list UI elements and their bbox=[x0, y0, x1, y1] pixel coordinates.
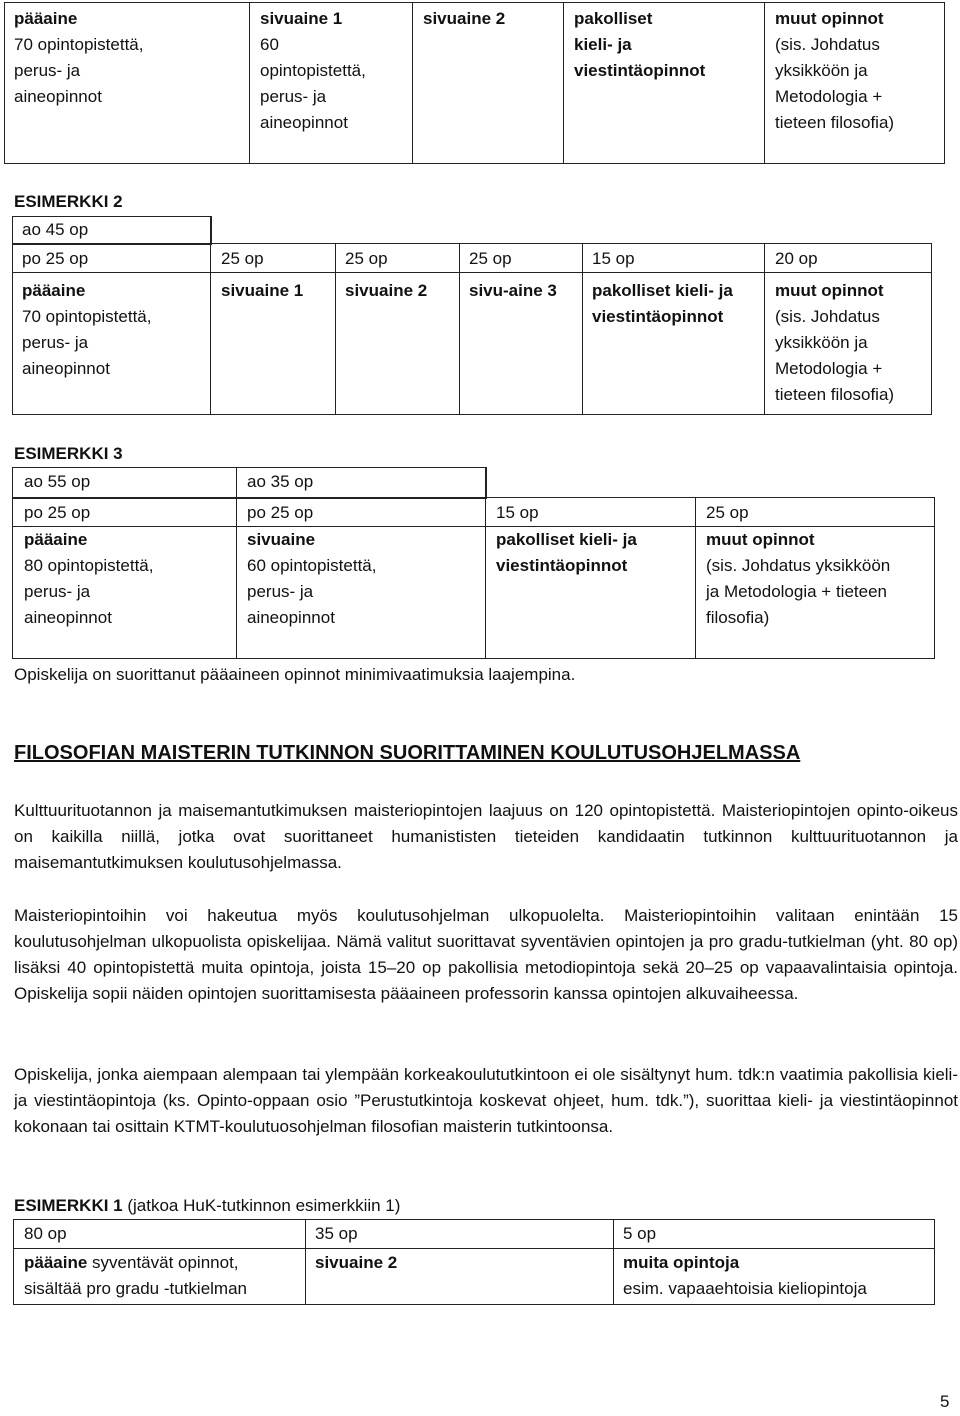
ex3-cell-paaaine bbox=[24, 527, 234, 631]
cell-title: muut opinnot bbox=[706, 530, 815, 549]
ex2-ao-label: ao 45 op bbox=[22, 220, 89, 239]
ex1top-cell-muut bbox=[775, 6, 940, 136]
ex1b-cell-sivuaine2 bbox=[315, 1250, 605, 1276]
cell-title: pakolliset kieli- ja viestintäopinnot bbox=[592, 281, 733, 326]
ex1top-cell-pakolliset bbox=[574, 6, 762, 84]
cell-text: (sis. Johdatus yksikköön ja Metodologia + tieteen filosofia) bbox=[706, 556, 891, 627]
paragraph-3: Opiskelija, jonka aiempaan alempaan tai ylempään korkeakoulututkintoon ei ole sisältynyt hum. tdk:n vaatimia pakollisia kieli- ja viestintäopintoja (ks. Opinto-oppaan osio ”Perustutkintoja koskevat ohjeet, hum. tdk.”), suorittaa kieli- ja viestintäopinnot kokonaan tai osittain KTMT-koulutuosohjelman filosofian maisterin tutkintoonsa. bbox=[14, 1065, 958, 1136]
ex2-po-4: 15 op bbox=[592, 249, 635, 268]
cell-title: sivuaine 2 bbox=[345, 281, 428, 300]
paragraph-2: Maisteriopintoihin voi hakeutua myös koulutusohjelman ulkopuolelta. Maisteriopintoihin valitaan enintään 15 koulutusohjelman ulkopuolista opiskelijaa. Nämä valitut suorittavat syventävien opintojen ja pro gradu-tutkielman (yht. 80 op) lisäksi 40 opintopistettä muita opintoja, joista 15–20 op pakollisia metodiopintoja sekä 20–25 op vapaavalintaisia opintoja. Opiskelija sopii näiden opintojen suorittamisesta pääaineen professorin kanssa opintojen alkuvaiheessa. bbox=[14, 906, 958, 1003]
cell-title: pääaine bbox=[24, 530, 88, 549]
cell-text: 70 opintopistettä, perus- ja aineopinnot bbox=[22, 307, 152, 378]
ex2-cell-muut bbox=[775, 278, 930, 408]
cell-title: sivuaine 1 bbox=[260, 9, 343, 28]
cell-title: muut opinnot bbox=[775, 281, 884, 300]
cell-text: 70 opintopistettä, perus- ja aineopinnot bbox=[14, 35, 144, 106]
cell-title: pääaine bbox=[22, 281, 86, 300]
cell-title: pääaine bbox=[14, 9, 78, 28]
cell-title: sivuaine 2 bbox=[315, 1253, 398, 1272]
ex3-po-2: 15 op bbox=[496, 503, 539, 522]
cell-title: muita opintoja bbox=[623, 1253, 740, 1272]
ex2-po-0: po 25 op bbox=[22, 249, 89, 268]
cell-text: (sis. Johdatus yksikköön ja Metodologia + tieteen filosofia) bbox=[775, 35, 895, 132]
ex1top-cell-sivuaine2 bbox=[423, 6, 563, 32]
page-number: 5 bbox=[940, 1392, 950, 1411]
ex2-cell-paaaine bbox=[22, 278, 207, 382]
cell-text: (sis. Johdatus yksikköön ja Metodologia + tieteen filosofia) bbox=[775, 307, 895, 404]
ex3-ao-0: ao 55 op bbox=[24, 472, 91, 491]
cell-title: sivu-aine 3 bbox=[469, 281, 557, 300]
ex2-cell-sivuaine1 bbox=[221, 278, 333, 304]
ex1top-cell-paaaine bbox=[14, 6, 244, 110]
ex1b-header-2: 5 op bbox=[623, 1224, 657, 1243]
cell-title: muut opinnot bbox=[775, 9, 884, 28]
cell-title: pääaine bbox=[24, 1253, 88, 1272]
ex3-cell-muut bbox=[706, 527, 931, 631]
ex3-po-3: 25 op bbox=[706, 503, 749, 522]
ex1b-cell-muita bbox=[623, 1250, 928, 1302]
ex2-cell-sivuaine3 bbox=[469, 278, 581, 304]
example1b-title-rest: (jatkoa HuK-tutkinnon esimerkkiin 1) bbox=[122, 1196, 401, 1215]
ex3-cell-pakolliset bbox=[496, 527, 692, 579]
example1b-title bbox=[14, 1193, 400, 1219]
example2-title: ESIMERKKI 2 bbox=[14, 192, 123, 211]
ex1top-cell-sivuaine1 bbox=[260, 6, 410, 136]
cell-title: sivuaine bbox=[247, 530, 316, 549]
ex2-cell-sivuaine2 bbox=[345, 278, 457, 304]
section-heading: FILOSOFIAN MAISTERIN TUTKINNON SUORITTAMINEN KOULUTUSOHJELMASSA bbox=[14, 742, 801, 764]
ex3-cell-sivuaine bbox=[247, 527, 483, 631]
ex2-po-1: 25 op bbox=[221, 249, 264, 268]
cell-text: 60 opintopistettä, perus- ja aineopinnot bbox=[247, 556, 377, 627]
cell-text: 60 opintopistettä, perus- ja aineopinnot bbox=[260, 35, 366, 132]
ex3-po-0: po 25 op bbox=[24, 503, 91, 522]
example1b-title-bold: ESIMERKKI 1 bbox=[14, 1196, 123, 1215]
cell-text: 80 opintopistettä, perus- ja aineopinnot bbox=[24, 556, 154, 627]
ex1b-header-1: 35 op bbox=[315, 1224, 358, 1243]
cell-title: pakolliset kieli- ja viestintäopinnot bbox=[496, 530, 637, 575]
ex1b-header-0: 80 op bbox=[24, 1224, 67, 1243]
ex3-ao-1: ao 35 op bbox=[247, 472, 314, 491]
ex3-po-1: po 25 op bbox=[247, 503, 314, 522]
cell-title: sivuaine 1 bbox=[221, 281, 304, 300]
example3-title: ESIMERKKI 3 bbox=[14, 444, 123, 463]
cell-title: pakolliset kieli- ja viestintäopinnot bbox=[574, 9, 706, 80]
cell-title: sivuaine 2 bbox=[423, 9, 506, 28]
ex2-po-2: 25 op bbox=[345, 249, 388, 268]
cell-text: esim. vapaaehtoisia kieliopintoja bbox=[623, 1279, 867, 1298]
ex2-po-3: 25 op bbox=[469, 249, 512, 268]
ex1b-cell-paaaine bbox=[24, 1250, 304, 1302]
example3-note: Opiskelija on suorittanut pääaineen opinnot minimivaatimuksia laajempina. bbox=[14, 665, 576, 684]
ex2-po-5: 20 op bbox=[775, 249, 818, 268]
cell-text: syventävät opinnot, sisältää pro gradu -tutkielman bbox=[24, 1253, 248, 1298]
ex2-cell-pakolliset bbox=[592, 278, 762, 330]
paragraph-1: Kulttuurituotannon ja maisemantutkimuksen maisteriopintojen laajuus on 120 opintopistettä. Maisteriopintojen opinto-oikeus on kaikilla niillä, jotka ovat suorittaneet humanististen tieteiden kandidaatin tutkinnon kulttuurituotannon ja maisemantutkimuksen koulutusohjelmassa. bbox=[14, 801, 958, 872]
